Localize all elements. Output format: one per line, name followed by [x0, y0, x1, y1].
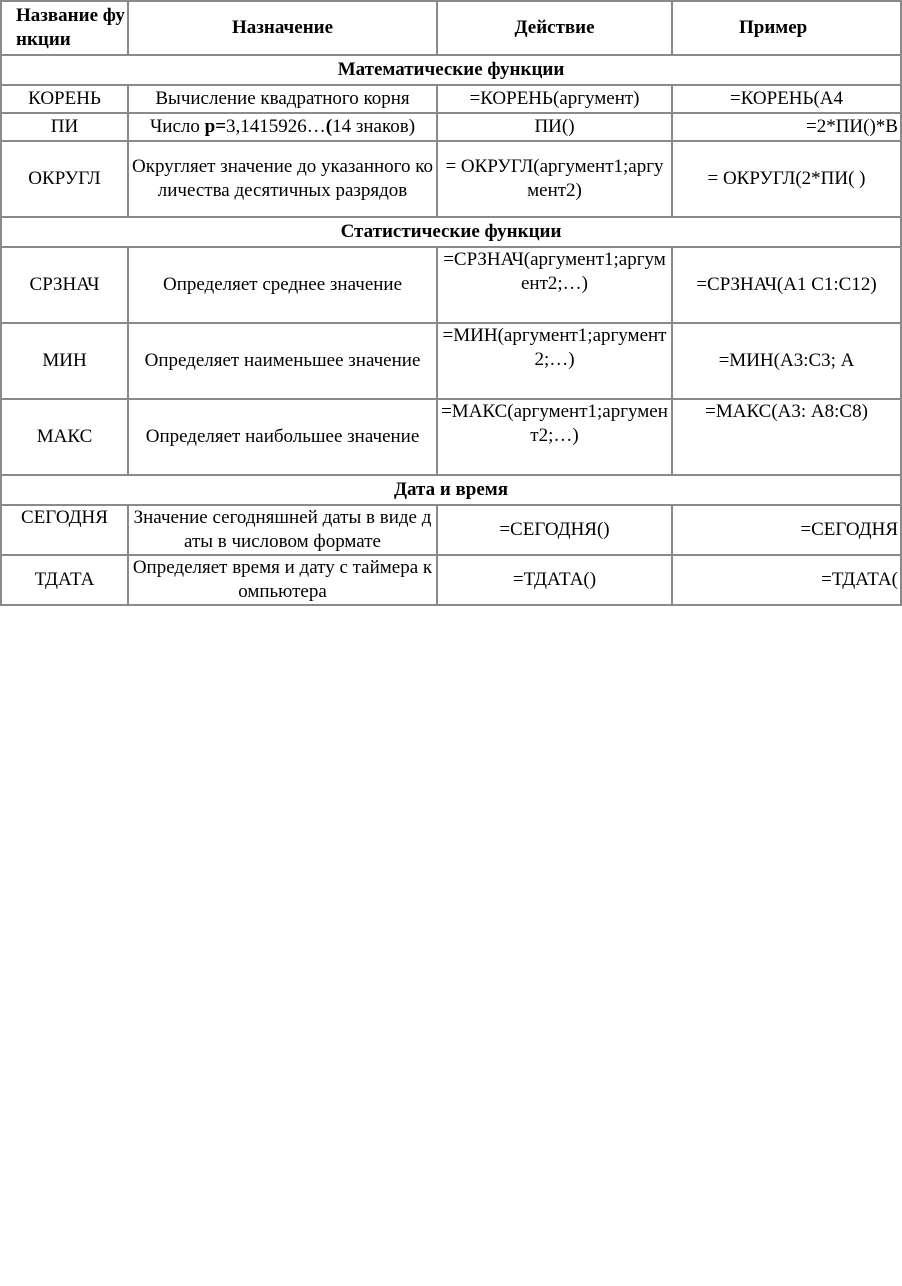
purpose-cell: Определяет наибольшее значение [128, 399, 437, 475]
example-cell: = ОКРУГЛ(2*ПИ( ) [672, 141, 901, 217]
table-row [1, 323, 901, 399]
table-row [1, 113, 901, 141]
example-cell: =КОРЕНЬ(А4 [672, 85, 901, 113]
functions-table-container [0, 0, 898, 606]
section-row-date [1, 475, 901, 505]
function-name-cell: ОКРУГЛ [1, 141, 128, 217]
table-row [1, 399, 901, 475]
action-cell: =СЕГОДНЯ() [437, 505, 672, 555]
header-function-name: Название функции [1, 1, 128, 55]
pi-digits: 14 знаков) [332, 116, 416, 137]
example-cell: =МАКС(А3: А8:С8) [672, 399, 901, 475]
table-row [1, 141, 901, 217]
function-name-cell: ПИ [1, 113, 128, 141]
action-cell: =МАКС(аргумент1;аргумент2;…) [437, 399, 672, 475]
purpose-cell: Вычисление квадратного корня [128, 85, 437, 113]
function-name-cell: ТДАТА [1, 555, 128, 605]
header-action: Действие [437, 1, 672, 55]
table-row [1, 85, 901, 113]
action-cell: =КОРЕНЬ(аргумент) [437, 85, 672, 113]
action-cell: =СРЗНАЧ(аргумент1;аргумент2;…) [437, 247, 672, 323]
example-cell: =СЕГОДНЯ [672, 505, 901, 555]
pi-paren: ( [325, 116, 333, 137]
purpose-cell: Определяет среднее значение [128, 247, 437, 323]
purpose-cell: Определяет время и дату с таймера компьютера [128, 555, 437, 605]
purpose-cell: Значение сегодняшней даты в виде даты в числовом формате [128, 505, 437, 555]
section-title-stat: Статистические функции [1, 217, 901, 247]
action-cell: = ОКРУГЛ(аргумент1;аргумент2) [437, 141, 672, 217]
purpose-cell: Определяет наименьшее значение [128, 323, 437, 399]
function-name-cell: МИН [1, 323, 128, 399]
action-cell: =МИН(аргумент1;аргумент2;…) [437, 323, 672, 399]
purpose-cell [128, 113, 437, 141]
function-name-cell: КОРЕНЬ [1, 85, 128, 113]
function-name-cell: СРЗНАЧ [1, 247, 128, 323]
table-header-row [1, 1, 901, 55]
example-cell: =МИН(А3:С3; А [672, 323, 901, 399]
pi-symbol: p= [204, 116, 227, 137]
example-cell: =СРЗНАЧ(А1 С1:С12) [672, 247, 901, 323]
section-title-date: Дата и время [1, 475, 901, 505]
section-row-stat [1, 217, 901, 247]
table-row [1, 505, 901, 555]
functions-table [0, 0, 902, 606]
pi-value: 3,1415926… [226, 116, 326, 137]
table-row [1, 247, 901, 323]
action-cell: ПИ() [437, 113, 672, 141]
function-name-cell: СЕГОДНЯ [1, 505, 128, 555]
section-title-math: Математические функции [1, 55, 901, 85]
example-cell: =2*ПИ()*В [672, 113, 901, 141]
section-row-math [1, 55, 901, 85]
table-row [1, 555, 901, 605]
header-example: Пример [672, 1, 901, 55]
header-purpose: Назначение [128, 1, 437, 55]
purpose-prefix: Число [149, 116, 205, 137]
example-cell: =ТДАТА( [672, 555, 901, 605]
action-cell: =ТДАТА() [437, 555, 672, 605]
function-name-cell: МАКС [1, 399, 128, 475]
purpose-cell: Округляет значение до указанного количества десятичных разрядов [128, 141, 437, 217]
